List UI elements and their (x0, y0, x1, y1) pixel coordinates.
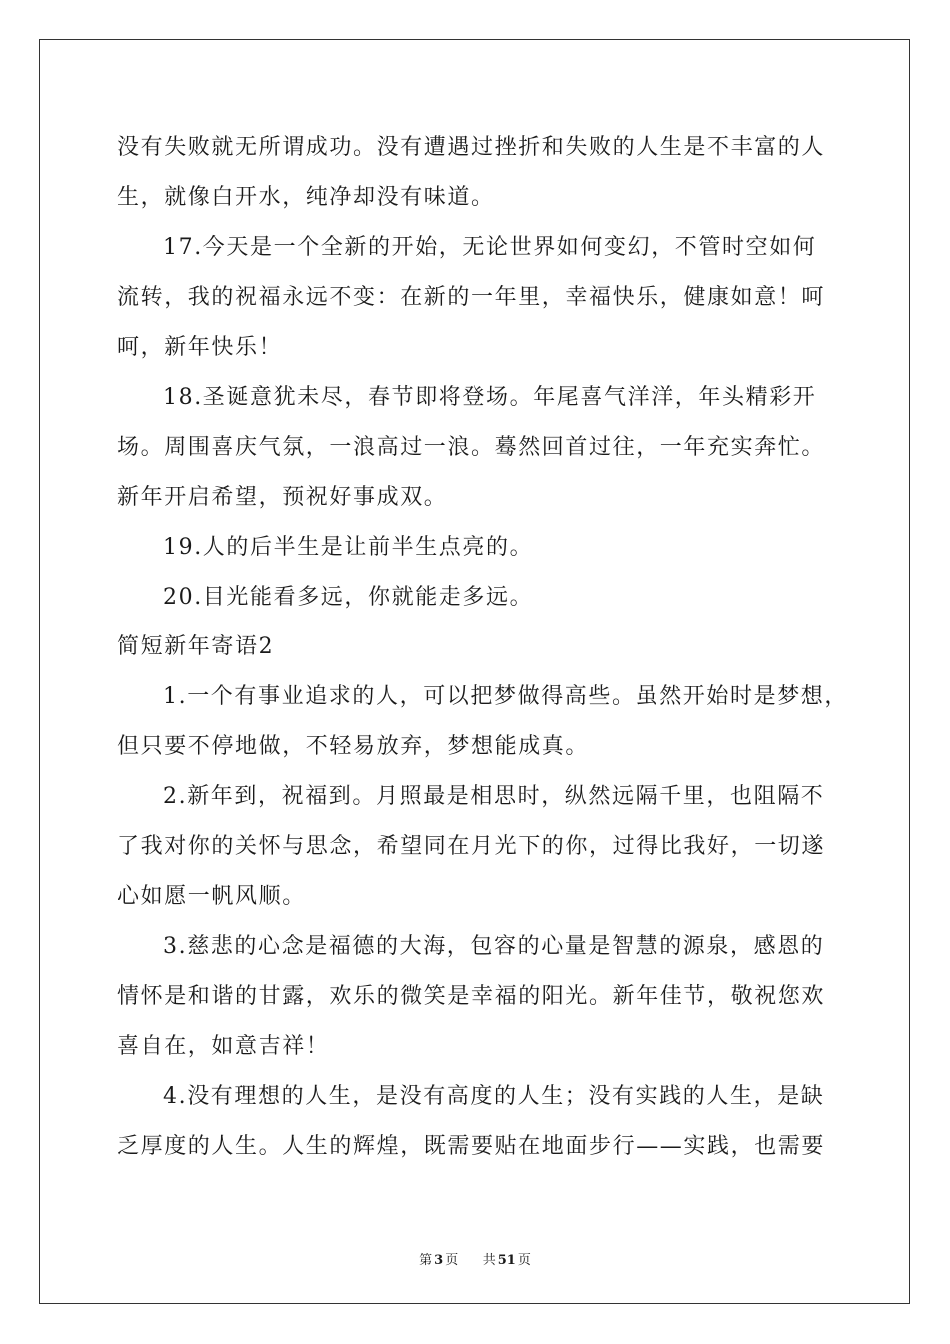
text-line: 没有失败就无所谓成功。没有遭遇过挫折和失败的人生是不丰富的人 (117, 135, 826, 160)
text-line: 情怀是和谐的甘露，欢乐的微笑是幸福的阳光。新年佳节，敬祝您欢 (117, 984, 826, 1009)
text-line: 了我对你的关怀与思念，希望同在月光下的你，过得比我好，一切遂 (117, 834, 826, 859)
text-line: 18.圣诞意犹未尽，春节即将登场。年尾喜气洋洋，年头精彩开 (163, 385, 817, 410)
page-footer (0, 1249, 950, 1268)
text-line: 呵，新年快乐！ (117, 335, 283, 360)
page-border (39, 39, 910, 1304)
text-line: 但只要不停地做，不轻易放弃，梦想能成真。 (117, 734, 590, 759)
section-heading: 简短新年寄语2 (117, 634, 275, 659)
page-suffix: 页 (445, 1253, 459, 1268)
text-line: 3.慈悲的心念是福德的大海，包容的心量是智慧的源泉，感恩的 (163, 934, 825, 959)
text-line: 4.没有理想的人生，是没有高度的人生；没有实践的人生，是缺 (163, 1084, 825, 1109)
total-pages: 51 (497, 1253, 516, 1268)
text-line: 喜自在，如意吉祥！ (117, 1034, 330, 1059)
page-number: 3 (434, 1253, 444, 1268)
text-line: 20.目光能看多远，你就能走多远。 (163, 585, 534, 610)
text-line: 乏厚度的人生。人生的辉煌，既需要贴在地面步行——实践，也需要 (117, 1134, 826, 1159)
text-line: 2.新年到，祝福到。月照最是相思时，纵然远隔千里，也阻隔不 (163, 784, 825, 809)
total-pages-indicator (481, 1253, 533, 1268)
text-line: 17.今天是一个全新的开始，无论世界如何变幻，不管时空如何 (163, 235, 817, 260)
total-prefix: 共 (482, 1253, 496, 1268)
text-line: 1.一个有事业追求的人，可以把梦做得高些。虽然开始时是梦想， (163, 684, 848, 709)
text-line: 19.人的后半生是让前半生点亮的。 (163, 535, 534, 560)
text-line: 心如愿一帆风顺。 (117, 884, 306, 909)
page-prefix: 第 (419, 1253, 433, 1268)
text-line: 生，就像白开水，纯净却没有味道。 (117, 185, 495, 210)
text-line: 场。周围喜庆气氛，一浪高过一浪。蓦然回首过往，一年充实奔忙。 (117, 435, 826, 460)
text-line: 新年开启希望，预祝好事成双。 (117, 485, 448, 510)
page-indicator (417, 1253, 460, 1268)
total-suffix: 页 (517, 1253, 531, 1268)
text-line: 流转，我的祝福永远不变：在新的一年里，幸福快乐，健康如意！呵 (117, 285, 826, 310)
